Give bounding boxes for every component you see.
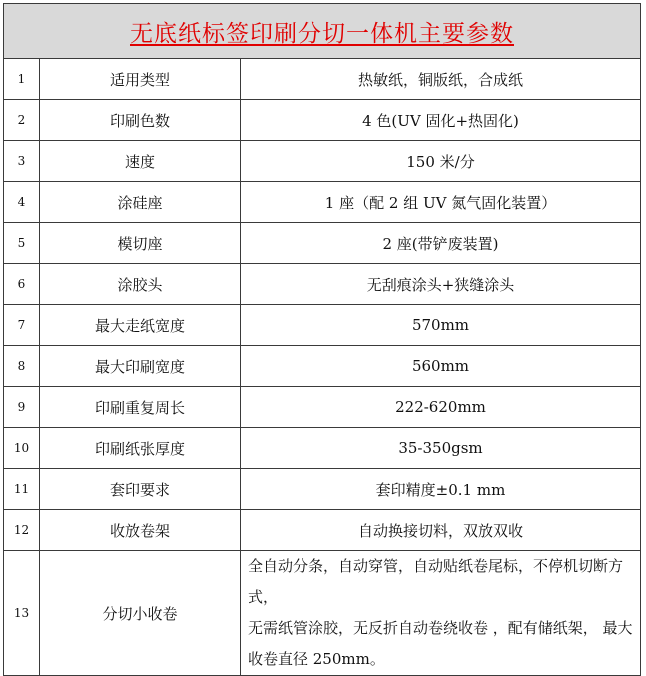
param-name: 印刷纸张厚度 xyxy=(40,428,241,469)
table-title: 无底纸标签印刷分切一体机主要参数 xyxy=(130,20,514,47)
param-value-line: 收卷直径 250mm。 xyxy=(248,650,385,668)
row-number: 5 xyxy=(4,223,40,264)
row-number: 2 xyxy=(4,100,40,141)
row-number: 9 xyxy=(4,387,40,428)
table-row xyxy=(4,510,641,551)
table-row xyxy=(4,100,641,141)
table-row xyxy=(4,223,641,264)
table-row xyxy=(4,264,641,305)
row-number: 10 xyxy=(4,428,40,469)
row-number: 6 xyxy=(4,264,40,305)
table-row xyxy=(4,428,641,469)
table-row xyxy=(4,182,641,223)
table-row xyxy=(4,551,641,676)
param-value: 自动换接切料，双放双收 xyxy=(241,510,641,551)
param-value: 套印精度±0.1 mm xyxy=(241,469,641,510)
row-number: 12 xyxy=(4,510,40,551)
spec-table xyxy=(3,3,641,676)
param-name: 分切小收卷 xyxy=(40,551,241,676)
param-name: 模切座 xyxy=(40,223,241,264)
param-value: 560mm xyxy=(241,346,641,387)
param-value: 1 座（配 2 组 UV 氮气固化装置） xyxy=(241,182,641,223)
row-number: 7 xyxy=(4,305,40,346)
param-name: 印刷色数 xyxy=(40,100,241,141)
param-value xyxy=(241,551,641,676)
param-value-line: 全自动分条，自动穿管，自动贴纸卷尾标，不停机切断方式， xyxy=(248,557,624,606)
param-value: 570mm xyxy=(241,305,641,346)
param-value-line: 无需纸管涂胶，无反折自动卷绕收卷 ，配有储纸架， 最大 xyxy=(248,619,633,637)
param-name: 收放卷架 xyxy=(40,510,241,551)
param-value: 35-350gsm xyxy=(241,428,641,469)
param-value: 无刮痕涂头+狭缝涂头 xyxy=(241,264,641,305)
param-name: 涂胶头 xyxy=(40,264,241,305)
row-number: 8 xyxy=(4,346,40,387)
table-row xyxy=(4,141,641,182)
param-name: 最大印刷宽度 xyxy=(40,346,241,387)
param-name: 最大走纸宽度 xyxy=(40,305,241,346)
table-row xyxy=(4,346,641,387)
table-row xyxy=(4,387,641,428)
param-name: 印刷重复周长 xyxy=(40,387,241,428)
title-row xyxy=(4,4,641,59)
row-number: 3 xyxy=(4,141,40,182)
param-name: 速度 xyxy=(40,141,241,182)
param-name: 适用类型 xyxy=(40,59,241,100)
param-value: 150 米/分 xyxy=(241,141,641,182)
table-row xyxy=(4,59,641,100)
table-row xyxy=(4,469,641,510)
param-value: 2 座(带铲废装置) xyxy=(241,223,641,264)
title-cell xyxy=(4,4,641,59)
row-number: 11 xyxy=(4,469,40,510)
table-row xyxy=(4,305,641,346)
param-value: 热敏纸，铜版纸，合成纸 xyxy=(241,59,641,100)
param-value: 4 色(UV 固化+热固化) xyxy=(241,100,641,141)
row-number: 13 xyxy=(4,551,40,676)
param-name: 涂硅座 xyxy=(40,182,241,223)
row-number: 4 xyxy=(4,182,40,223)
param-value: 222-620mm xyxy=(241,387,641,428)
param-name: 套印要求 xyxy=(40,469,241,510)
row-number: 1 xyxy=(4,59,40,100)
